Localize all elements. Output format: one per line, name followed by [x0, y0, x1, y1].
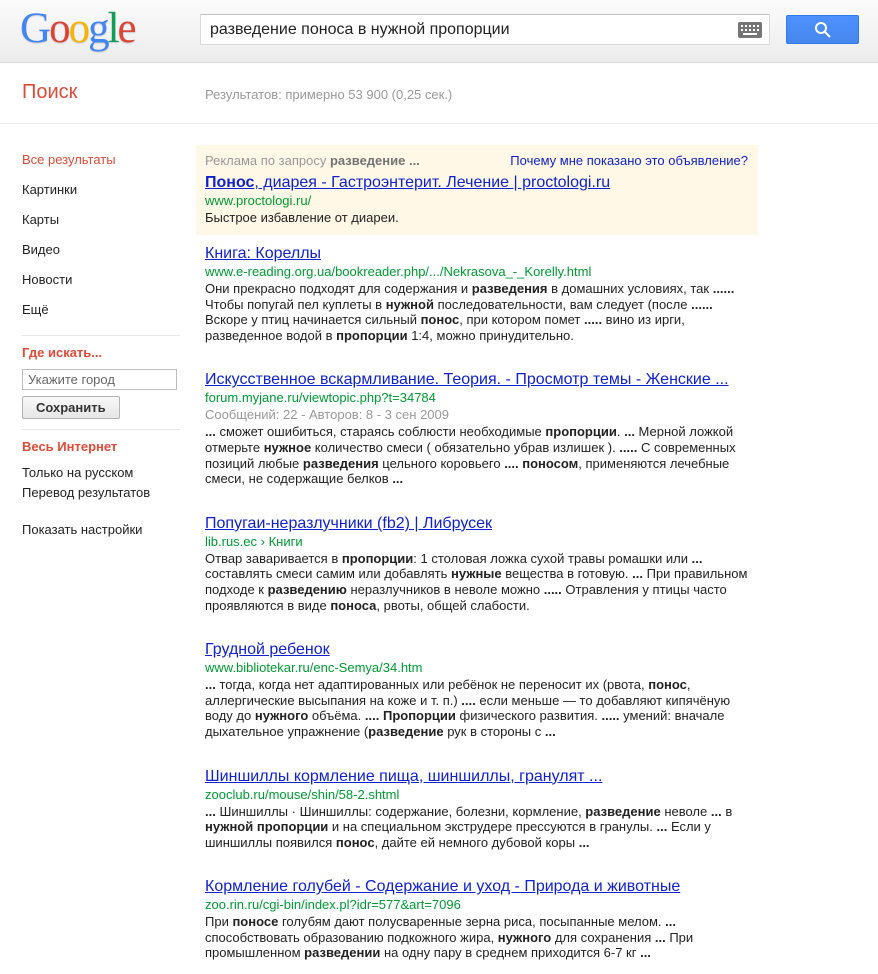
logo-letter: o — [49, 5, 69, 52]
ad-url: www.proctologi.ru/ — [205, 193, 312, 208]
result-title-link[interactable]: Шиншиллы кормление пища, шиншиллы, гранулят ... — [205, 767, 603, 785]
ad-top-row — [205, 152, 748, 169]
search-result — [205, 640, 758, 739]
show-settings-link[interactable]: Показать настройки — [22, 522, 143, 537]
scope-links — [22, 463, 184, 503]
result-title-link[interactable]: Кормление голубей - Содержание и уход - Природа и животные — [205, 878, 681, 896]
results-stats: Результатов: примерно 53 900 (0,25 сек.) — [205, 87, 453, 102]
result-snippet: ... сможет ошибиться, стараясь соблюсти необходимые пропорции. ... Мерной ложкой отмерьте нужное количество смеси ( обязательно убрав излишек ). ..... С современных позиций любые разведения цельного коровьего .... поносом, применяются лечебные смеси, не содержащие белков ... — [205, 424, 736, 487]
ad-block — [196, 145, 758, 235]
result-url: www.bibliotekar.ru/enc-Semya/34.htm — [205, 660, 423, 676]
search-mode-label: Поиск — [22, 81, 78, 103]
result-snippet: Они прекрасно подходят для содержания и разведения в домашних условиях, так ...... Чтобы попугай пел куплеты в нужной последовательности, вам следует (после ...... Вскоре у птиц начинается сильный понос, при котором помет ..... вино из ирги, разведенное водой в пропорции 1:4, можно принудительно. — [205, 281, 735, 343]
search-result — [205, 244, 758, 343]
ad-title-link[interactable]: Понос, диарея - Гастроэнтерит. Лечение | proctologi.ru — [205, 174, 611, 191]
scope-link-translated-results[interactable]: Перевод результатов — [22, 485, 151, 500]
keyboard-icon[interactable] — [738, 22, 762, 38]
sidebar-item-all-results[interactable]: Все результаты — [22, 152, 116, 167]
logo-letter: G — [20, 5, 50, 52]
logo-letter: e — [117, 5, 135, 52]
result-title-link[interactable]: Искусственное вскармливание. Теория. - Просмотр темы - Женские ... — [205, 371, 729, 389]
save-button[interactable]: Сохранить — [22, 396, 120, 419]
result-title-link[interactable]: Книга: Кореллы — [205, 245, 322, 262]
result-url: zooclub.ru/mouse/shin/58-2.shtml — [205, 786, 400, 802]
result-url: lib.rus.ec › Книги — [205, 533, 303, 549]
search-result — [205, 514, 758, 613]
ad-label: Реклама по запросу разведение ... — [205, 153, 420, 168]
result-url: forum.myjane.ru/viewtopic.php?t=34784 — [205, 390, 436, 406]
logo-letter: l — [107, 5, 118, 52]
google-logo[interactable] — [20, 4, 135, 53]
sidebar-item-video[interactable]: Видео — [22, 242, 60, 257]
header — [0, 0, 878, 63]
result-url: zoo.rin.ru/cgi-bin/index.pl?idr=577&art=7096 — [205, 897, 461, 913]
why-ad-link[interactable]: Почему мне показано это объявление? — [510, 153, 748, 168]
sidebar-item-images[interactable]: Картинки — [22, 182, 78, 197]
result-url: www.e-reading.org.ua/bookreader.php/.../Nekrasova_-_Korelly.html — [205, 264, 592, 279]
results-list — [205, 244, 758, 974]
result-title-link[interactable]: Попугаи-неразлучники (fb2) | Либрусек — [205, 514, 493, 532]
result-meta: Сообщений: 22 - Авторов: 8 - 3 сен 2009 — [205, 407, 449, 423]
ad-description: Быстрое избавление от диареи. — [205, 210, 399, 225]
search-icon — [787, 20, 858, 40]
stats-bar — [0, 64, 878, 124]
search-result — [205, 767, 758, 851]
sidebar-divider — [22, 429, 180, 430]
result-snippet: ... тогда, когда нет адаптированных или ребёнок не переносит их (рвота, понос, аллергические высыпания на коже и т. п.) .... если меньше — то добавляют кипячёную воду до нужного объёма. .... Пропорции физического развития. ..... умений: вначале дыхательное упражнение (разведение рук в стороны с ... — [205, 677, 731, 739]
result-snippet: При поносе голубям дают полусваренные зерна риса, посыпанные мелом. ... способствовать образованию подкожного жира, нужного для сохранения ... При промышленном разведении на одну пару в среднем приходится 6-7 кг ... — [205, 914, 694, 961]
search-result — [205, 370, 758, 486]
result-snippet: ... Шиншиллы · Шиншиллы: содержание, болезни, кормление, разведение неволе ... в нужной пропорции и на специальном экструдере прессуются в гранулы. ... Если у шиншиллы появился понос, дайте ей немного дубовой коры ... — [205, 803, 733, 850]
city-input[interactable] — [22, 369, 177, 390]
search-result — [205, 877, 758, 961]
where-search-section — [22, 345, 184, 419]
scope-link-russian-only[interactable]: Только на русском — [22, 465, 134, 480]
logo-letter: g — [88, 5, 108, 52]
search-input[interactable] — [200, 14, 770, 45]
scope-section — [22, 439, 184, 503]
sidebar-nav — [22, 145, 184, 325]
sidebar-item-maps[interactable]: Карты — [22, 212, 60, 227]
search-box — [200, 14, 770, 45]
sidebar-divider — [22, 335, 180, 336]
scope-title: Весь Интернет — [22, 439, 118, 454]
sidebar — [22, 145, 184, 540]
sidebar-item-news[interactable]: Новости — [22, 272, 73, 287]
result-snippet: Отвар заваривается в пропорции: 1 столовая ложка сухой травы ромашки или ... составлять смеси самим или добавлять нужные вещества в готовую. ... При правильном подходе к разведению неразлучников в неволе можно ..... Отравления у птицы часто проявляются в виде поноса, рвоты, общей слабости. — [205, 550, 748, 613]
logo-letter: o — [68, 5, 89, 52]
sidebar-item-more[interactable]: Ещё — [22, 302, 49, 317]
result-title-link[interactable]: Грудной ребенок — [205, 641, 330, 659]
search-button[interactable] — [786, 15, 859, 44]
where-search-title: Где искать... — [22, 345, 103, 360]
